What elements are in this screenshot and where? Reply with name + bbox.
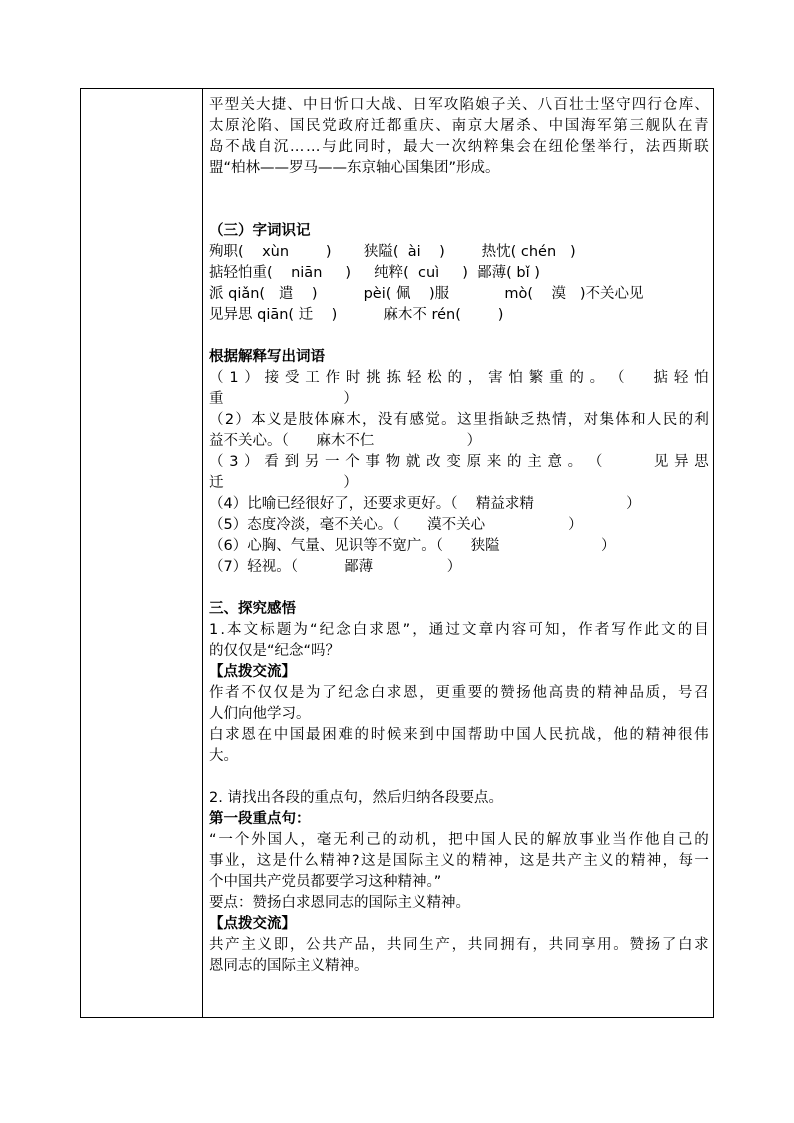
key-sentence-line: “ 一 个 外 国 人 ， 毫 无 利 己 的 动 机 ， 把 中 国 人 民 的 解 放 事 业 当 作 他 自 己 的 [209,832,709,848]
key-sentence-label: 第一段重点句： [209,811,311,827]
tip-text-line: 作 者 不 仅 仅 是 为 了 纪 念 白 求 恩 ， 更 重 要 的 赞 扬 他 高 贵 的 精 神 品 质 ， 号 召 [209,685,709,701]
history-line: 平 型 关 大 捷 、 中 日 忻 口 大 战 、 日 军 攻 陷 娘 子 关 、 八 百 壮 士 坚 守 四 行 仓 库 、 [209,97,709,113]
vocab-line: 派 qiǎn( 遣 ) pèi( 佩 )服 mò( 漠 )不关心见 [209,286,644,302]
vocab-line: 殉职( xùn ) 狭隘( ài ) 热忱( chén ) [209,244,576,260]
tip-text-line: 大。 [209,748,238,764]
key-sentence-line: 事 业 ， 这 是 什 么 精 神 ? 这 是 国 际 主 义 的 精 神 ， 这 是 共 产 主 义 的 精 神 ， 每 一 [209,853,709,869]
history-line: 盟“柏林——罗马——东京轴心国集团”形成。 [209,160,500,176]
tip-text-line: 人们向他学习。 [209,706,311,722]
definition-line: （ 1 ） 接 受 工 作 时 挑 拣 轻 松 的 ， 害 怕 繁 重 的 。 （ 掂 轻 怕 [209,370,709,386]
vocab-line: 掂轻怕重( niān ) 纯粹( cuì ) 鄙薄( bǐ ) [209,265,540,281]
definition-line: （6）心胸、气量、见识等不宽广。（ 狭隘 ） [209,538,616,554]
question-line: 2. 请找出各段的重点句，然后归纳各段要点。 [209,790,503,806]
key-point-line: 要点：赞扬白求恩同志的国际主义精神。 [209,895,470,911]
tip-text-line: 白 求 恩 在 中 国 最 困 难 的 时 候 来 到 中 国 帮 助 中 国 人 民 抗 战 ， 他 的 精 神 很 伟 [209,727,709,743]
definition-line: 迁 ） [209,475,358,491]
definition-line: （4）比喻已经很好了，还要求更好。（ 精益求精 ） [209,496,641,512]
tip-label: 【点拨交流】 [209,664,296,680]
history-line: 岛 不 战 自 沉 … … 与 此 同 时 ， 最 大 一 次 纳 粹 集 会 在 纽 伦 堡 举 行 ， 法 西 斯 联 [209,139,709,155]
section-title-explore: 三、探究感悟 [209,601,296,617]
definition-line: （7）轻视。（ 鄙薄 ） [209,559,462,575]
tip-label: 【点拨交流】 [209,916,296,932]
column-divider [202,89,203,1017]
definition-line: （5）态度冷淡，毫不关心。（ 漠不关心 ） [209,517,583,533]
history-line: 太 原 沦 陷 、 国 民 党 政 府 迁 都 重 庆 、 南 京 大 屠 杀 、 中 国 海 军 第 三 舰 队 在 青 [209,118,709,134]
question-line: 的仅仅是“纪念“吗？ [209,643,341,659]
tip-text-line: 恩同志的国际主义精神。 [209,958,369,974]
definition-line: （ 3 ） 看 到 另 一 个 事 物 就 改 变 原 来 的 主 意 。 （ 见 异 思 [209,454,709,470]
question-line: 1 . 本 文 标 题 为 “ 纪 念 白 求 恩 ” ， 通 过 文 章 内 容 可 知 ， 作 者 写 作 此 文 的 目 [209,622,709,638]
definition-line: 重 ） [209,391,358,407]
vocab-line: 见异思 qiān( 迁 ) 麻木不 rén( ) [209,307,504,323]
tip-text-line: 共 产 主 义 即 ， 公 共 产 品 ， 共 同 生 产 ， 共 同 拥 有 ， 共 同 享 用 。 赞 扬 了 白 求 [209,937,709,953]
key-sentence-line: 个中国共产党员都要学习这种精神。” [209,874,442,890]
definition-line: 益不关心。（ 麻木不仁 ） [209,433,482,449]
section-title-vocab: （三）字词识记 [209,223,311,239]
lesson-table [80,88,714,1018]
section-title-definitions: 根据解释写出词语 [209,349,325,365]
definition-line: （ 2 ） 本 义 是 肢 体 麻 木 ， 没 有 感 觉 。 这 里 指 缺 乏 热 情 ， 对 集 体 和 人 民 的 利 [209,412,709,428]
